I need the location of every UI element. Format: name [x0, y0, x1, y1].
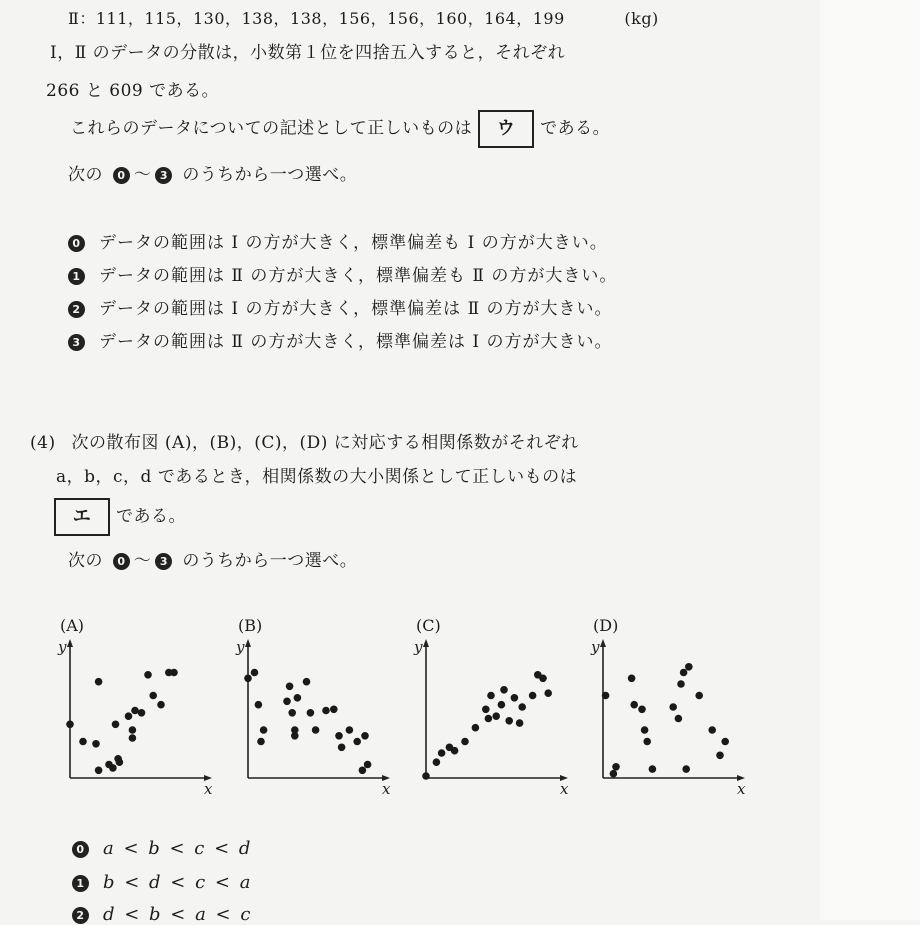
scatter-point: [138, 709, 146, 717]
scatter-point: [149, 692, 157, 700]
scatter-point: [144, 671, 152, 679]
x-axis-label: x: [382, 780, 391, 798]
scatter-point: [487, 692, 495, 700]
scatter-point: [433, 758, 441, 766]
scatter-point: [335, 732, 343, 740]
q4-answer-line: [54, 498, 186, 536]
q3-option-1[interactable]: [68, 261, 617, 286]
scatter-point: [294, 694, 302, 702]
scatter-point: [498, 701, 506, 709]
scatter-point: [322, 707, 330, 715]
scatter-point: [695, 692, 703, 700]
y-axis-label: y: [414, 638, 423, 656]
question-number: (4): [30, 433, 56, 453]
scatter-point: [109, 764, 117, 772]
scatter-plot-d: [591, 640, 751, 800]
scatter-point: [500, 686, 508, 694]
scatter-point: [286, 683, 294, 691]
scatter-point: [251, 669, 259, 677]
q3-option-0[interactable]: [68, 228, 608, 253]
scatter-point: [170, 669, 178, 677]
y-arrow-icon: [600, 639, 606, 647]
page-margin: [820, 0, 920, 920]
q4-choose-instruction: [68, 546, 357, 571]
y-arrow-icon: [423, 639, 429, 647]
answer-box-e[interactable]: エ: [54, 498, 110, 536]
scatter-point: [79, 738, 87, 746]
scatter-point: [244, 675, 252, 683]
scatter-point: [505, 717, 513, 725]
plot-b-title: (B): [238, 616, 263, 635]
scatter-point: [716, 752, 724, 760]
scatter-point: [721, 738, 729, 746]
scatter-point: [303, 678, 311, 686]
scatter-point: [131, 707, 139, 715]
option-text: a < b < c < d: [103, 838, 253, 859]
q4-text-1: 次の散布図 (A)，(B)，(C)，(D) に対応する相関係数がそれぞれ: [71, 433, 579, 453]
scatter-point: [330, 706, 338, 714]
scatter-point: [359, 767, 367, 775]
scatter-point: [612, 763, 620, 771]
x-axis-label: x: [737, 780, 746, 798]
q3-prompt: [70, 110, 610, 148]
scatter-point: [677, 680, 685, 688]
scatter-point: [283, 698, 291, 706]
choice-num-icon: 0: [68, 235, 85, 252]
scatter-point: [685, 663, 693, 671]
choose-after: のうちから一つ選べ。: [182, 165, 358, 185]
scatter-point: [675, 715, 683, 723]
scatter-point: [511, 694, 519, 702]
scatter-point: [157, 701, 165, 709]
scatter-point: [630, 701, 638, 709]
q4-option-2[interactable]: [72, 904, 252, 925]
scatter-point: [291, 732, 299, 740]
choice-num-icon: 3: [155, 167, 172, 184]
q3-option-2[interactable]: [68, 294, 613, 319]
scatter-point: [422, 772, 430, 780]
scatter-plot-c: [414, 640, 574, 800]
q3-prompt-tail: である。: [540, 118, 611, 139]
scatter-point: [638, 706, 646, 714]
option-text: b < d < c < a: [103, 872, 253, 893]
choice-num-icon: 0: [72, 841, 89, 858]
unit-label: (kg): [624, 9, 659, 28]
scatter-point: [129, 734, 137, 742]
scatter-point: [649, 765, 657, 773]
scatter-point: [112, 721, 120, 729]
choose-after: のうちから一つ選べ。: [182, 551, 358, 571]
scatter-point: [353, 738, 361, 746]
option-text: データの範囲は Ⅱ の方が大きく，標準偏差は Ⅰ の方が大きい。: [99, 332, 613, 352]
scatter-point: [482, 706, 490, 714]
q4-answer-tail: である。: [116, 506, 186, 527]
scatter-point: [628, 675, 636, 683]
scatter-point: [529, 692, 537, 700]
scatter-point: [682, 765, 690, 773]
q3-prompt-text: これらのデータについての記述として正しいものは: [70, 118, 473, 139]
scatter-point: [95, 678, 103, 686]
scatter-plot-a: [58, 640, 218, 800]
y-arrow-icon: [245, 639, 251, 647]
scatter-point: [643, 738, 651, 746]
scatter-point: [602, 692, 610, 700]
scatter-point: [492, 712, 500, 720]
variance-line-1: Ⅰ，Ⅱ のデータの分散は，小数第１位を四捨五入すると，それぞれ: [50, 43, 566, 63]
variance-line-2: 266 と 609 である。: [46, 81, 220, 101]
choice-num-icon: 1: [68, 268, 85, 285]
option-text: データの範囲は Ⅰ の方が大きく，標準偏差は Ⅱ の方が大きい。: [99, 299, 613, 319]
scatter-point: [129, 726, 137, 734]
scatter-point: [451, 747, 459, 755]
data-line-2: [68, 6, 659, 29]
option-text: d < b < a < c: [103, 904, 253, 925]
y-axis-label: y: [236, 638, 245, 656]
scatter-point: [312, 726, 320, 734]
scatter-point: [95, 767, 103, 775]
choice-num-icon: 1: [72, 875, 89, 892]
choice-num-icon: 0: [113, 167, 130, 184]
scatter-point: [307, 709, 315, 717]
scatter-point: [669, 703, 677, 711]
scatter-plot-b: [236, 640, 396, 800]
choose-before: 次の: [68, 551, 103, 571]
choice-num-icon: 2: [68, 301, 85, 318]
option-text: データの範囲は Ⅰ の方が大きく，標準偏差も Ⅰ の方が大きい。: [99, 233, 608, 253]
option-text: データの範囲は Ⅱ の方が大きく，標準偏差も Ⅱ の方が大きい。: [99, 266, 618, 286]
scatter-point: [680, 669, 688, 677]
choose-mid: 〜: [133, 551, 152, 571]
choice-num-icon: 3: [68, 334, 85, 351]
scatter-point: [92, 740, 100, 748]
scatter-point: [641, 726, 649, 734]
choice-num-icon: 0: [113, 553, 130, 570]
scatter-point: [516, 719, 524, 727]
scatter-point: [461, 738, 469, 746]
y-arrow-icon: [67, 639, 73, 647]
scatter-point: [544, 689, 552, 697]
answer-box-u[interactable]: ウ: [478, 110, 534, 148]
scatter-point: [66, 721, 74, 729]
scatter-point: [255, 701, 263, 709]
q3-option-3[interactable]: [68, 327, 613, 352]
scatter-point: [364, 761, 372, 769]
q4-line-1: [30, 428, 579, 453]
scatter-point: [125, 712, 133, 720]
scatter-point: [539, 675, 547, 683]
choice-num-icon: 2: [72, 907, 89, 924]
q3-choose-instruction: [68, 160, 357, 185]
q4-option-0[interactable]: [72, 838, 252, 859]
scatter-point: [257, 738, 265, 746]
q4-line-2: a，b，c，d であるとき，相関係数の大小関係として正しいものは: [56, 467, 578, 487]
plot-a-title: (A): [60, 616, 85, 635]
data-values: Ⅱ：111，115，130，138，138，156，156，160，164，199: [68, 9, 565, 28]
choice-num-icon: 3: [155, 553, 172, 570]
scatter-point: [346, 726, 354, 734]
scatter-point: [260, 726, 268, 734]
scatter-point: [361, 732, 369, 740]
scatter-point: [438, 749, 446, 757]
scatter-point: [708, 726, 716, 734]
scatter-point: [518, 703, 526, 711]
x-axis-label: x: [204, 780, 213, 798]
y-axis-label: y: [58, 638, 67, 656]
q4-option-1[interactable]: [72, 872, 252, 893]
scatter-point: [116, 758, 124, 766]
plot-c-title: (C): [416, 616, 441, 635]
y-axis-label: y: [591, 638, 600, 656]
choose-before: 次の: [68, 165, 103, 185]
x-axis-label: x: [560, 780, 569, 798]
scatter-point: [485, 715, 493, 723]
choose-mid: 〜: [133, 165, 152, 185]
plot-d-title: (D): [593, 616, 619, 635]
scatter-point: [288, 709, 296, 717]
scatter-point: [338, 744, 346, 752]
scatter-point: [610, 770, 618, 778]
scatter-point: [472, 724, 480, 732]
